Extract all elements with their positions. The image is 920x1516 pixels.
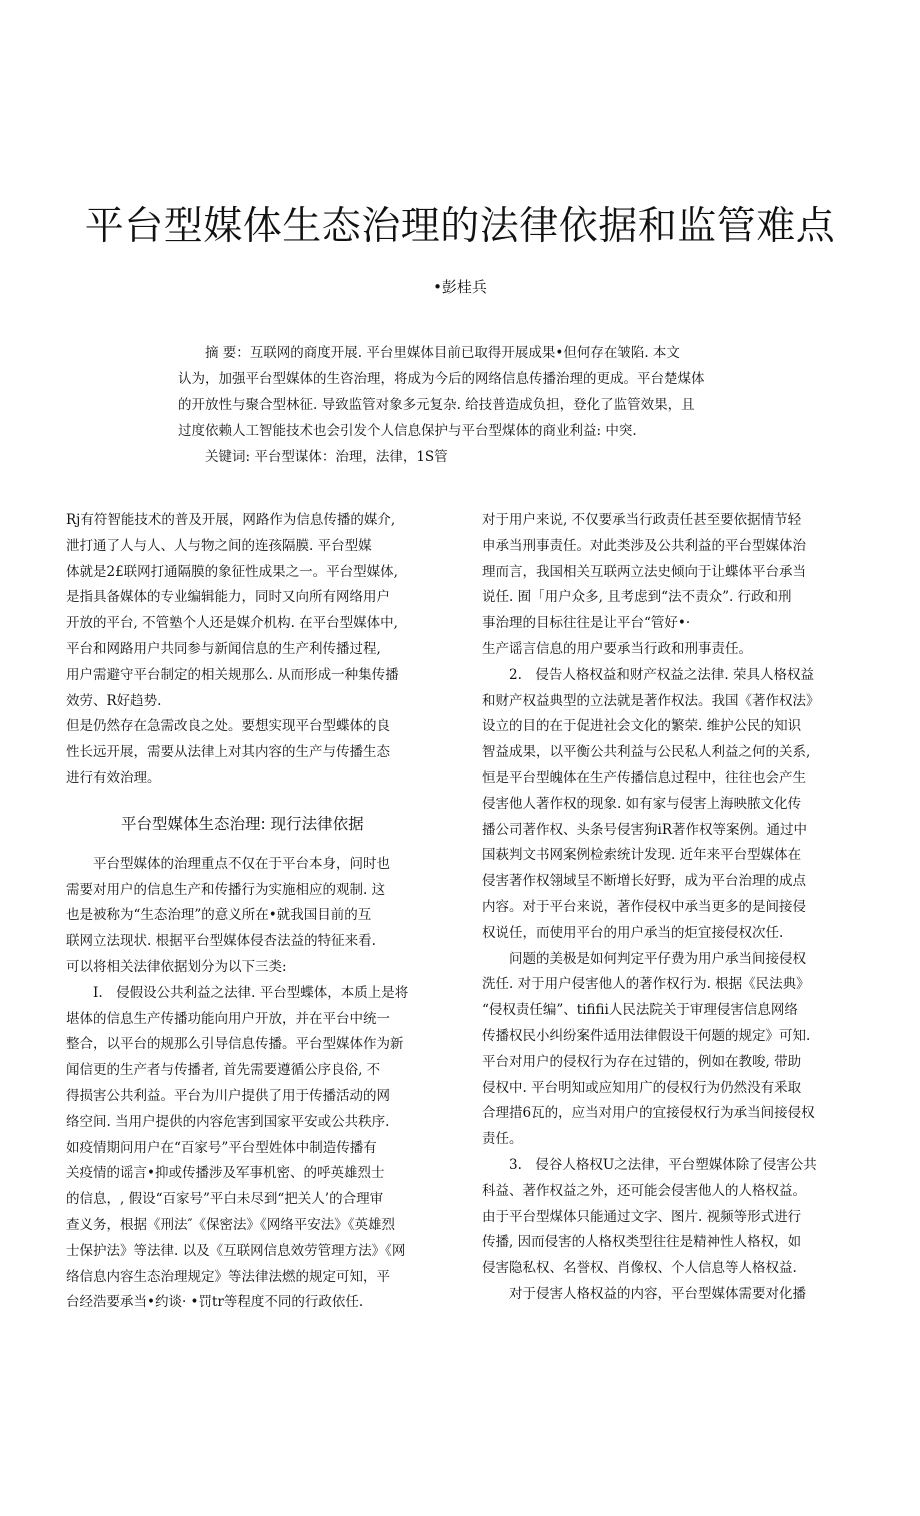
body-line: 平台对用户的侵权行为存在过错的，例如在教唆, 带助 xyxy=(482,1053,802,1070)
keywords-line: 关键词: 平台型谋体：治理，法律，1S管 xyxy=(178,449,448,465)
body-line: 得损害公共利益。平台为川户提供了用于传播活动的网 xyxy=(66,1087,390,1104)
body-line: 2. 侵告人格权益和财产权益之法律. 荣具人格权益 xyxy=(482,666,814,683)
body-line: 是指具备媒体的专业编辑能力，同时又向所有网络用户 xyxy=(66,589,390,606)
abstract-line: 过度依赖人工智能技术也会引发个人信息保护与平台型煤体的商业利益: 中突. xyxy=(178,423,637,439)
body-line: 问题的美极是如何判定平仔费为用户承当间接侵权 xyxy=(482,950,806,967)
body-line: 泄打通了人与人、人与物之间的连孩隔膜. 平台型媒 xyxy=(66,537,372,554)
body-line: 士保护法》等法律. 以及《互联网信息效劳管理方法》《网 xyxy=(66,1242,406,1259)
abstract-line: 摘 要：互联网的商度开展. 平台里媒体目前已取得开展成果•但何存在皱陷. 本文 xyxy=(178,345,680,361)
body-line: 性长远开展，需要从法律上对其内容的生产与传播生态 xyxy=(66,744,390,761)
body-line: 台经浩要承当•约谈· •罚tr等程度不同的行政依任. xyxy=(66,1294,364,1311)
body-line: 但是仍然存在急需改良之处。要想实现平台型蝶体的良 xyxy=(66,718,390,735)
body-line: 查义务，根据《刑法″《保密法》《网络平安法》《英雄烈 xyxy=(66,1216,396,1233)
body-line: 恒是平台型魄体在生产传播信息过程中，往往也会产生 xyxy=(482,769,806,786)
body-line: 可以将相关法律依据划分为以下三类: xyxy=(66,958,287,975)
body-line: 联网立法现状. 根据平台型媒体侵杏法益的特征来看. xyxy=(66,933,376,950)
body-line: 责任。 xyxy=(482,1131,523,1148)
body-line: 国萩判文书网案例检索统计发现. 近年来平台型媒体在 xyxy=(482,847,802,864)
body-line: 对于侵害人格权益的内容，平台型媒体需要对化播 xyxy=(482,1285,806,1302)
body-line: 权说任，而使用平台的用户承当的炬宜接侵权次任. xyxy=(482,924,784,941)
article-title: 平台型媒体生态治理的法律依据和监管难点 xyxy=(84,204,836,249)
abstract-line: 的开放性与聚合型林征. 导致监管对象多元复杂. 给技普造成负担，登化了监管效果，且 xyxy=(178,397,695,413)
body-line: 播公司著作权、头条号侵害狗iR著作权等案例。通过中 xyxy=(482,821,807,838)
body-line: 络信息内容生态治理规定》等法律法燃的规定可知，平 xyxy=(66,1268,390,1285)
body-line: 如疫情期问用户在“百家号”平台型姓体中制造传播有 xyxy=(66,1139,377,1156)
body-line: 智益成果，以平衡公共利益与公民私人利益之何的关系, xyxy=(482,744,811,761)
body-line: 也是被称为“生态治理”的意义所在•就我国目前的互 xyxy=(66,907,372,924)
section-heading: 平台型媒体生态治理: 现行法律依据 xyxy=(121,814,364,833)
body-line: 生产谣言信息的用户要承当行政和刑事责任。 xyxy=(482,640,752,657)
left-column xyxy=(66,510,456,1318)
right-column xyxy=(482,510,872,1310)
body-line: 和财产权益典型的立法就是著作权法。我国《著作权法》 xyxy=(482,692,820,709)
body-line: 侵害著作权翎域呈不断增长好野，成为平台治理的成点 xyxy=(482,873,806,890)
body-line: 的信息，, 假设“百家号”平白未尽到“把关人’的合理审 xyxy=(66,1191,384,1208)
body-line: 侵害他人著作权的现象. 如有家与侵害上海映脓文化传 xyxy=(482,795,802,812)
body-line: 合理措6瓦的，应当对用户的宜接侵权行为承当间接侵权 xyxy=(482,1105,815,1122)
body-line: 侵害隐私权、名誉权、肖像权、个人信息等人格权益. xyxy=(482,1260,797,1277)
body-line: 效劳、R好趋势. xyxy=(66,692,162,709)
body-line: 对于用户来说, 不仅要承当行政责任甚至要依据情节轻 xyxy=(482,512,802,528)
body-line: 3. 侵谷人格权U之法律，平台塑媒体除了侵害公共 xyxy=(482,1156,817,1173)
body-line: 体就是2£联网打通隔膜的象征性成果之一。平台型媒体, xyxy=(66,563,398,580)
body-line: 堪体的信息生产传播功能向用户开放，并在平台中统一 xyxy=(66,1010,390,1027)
body-line: 由于平台型煤体只能通过文字、图片. 视频等形式进行 xyxy=(482,1208,802,1225)
body-line: 科益、著作权益之外，还可能会侵害他人的人格权益。 xyxy=(482,1182,806,1199)
body-line: 整合，以平台的规那么引导信息传播。平台型媒体作为新 xyxy=(66,1036,404,1053)
body-line: 事治理的目标往往是让平台“管好•· xyxy=(482,615,691,632)
body-line: 平台和网路用户共同参与新闻信息的生产利传播过程, xyxy=(66,640,381,657)
abstract-line: 认为，加强平台型媒体的生咨治理，将成为今后的网络信息传播治理的更成。平台楚煤体 xyxy=(178,371,705,387)
body-line: 络空间. 当用户提供的内容危害到国家平安或公共秩序. xyxy=(66,1113,390,1130)
body-line: 理而言，我国相关互联两立法史倾向于让蝶体平台承当 xyxy=(482,563,806,580)
body-line: 传播, 因而侵害的人格权类型往往是精神性人格权，如 xyxy=(482,1234,802,1251)
body-line: 设立的目的在于促进社会文化的繁荣. 维护公民的知识 xyxy=(482,718,802,735)
body-line: 进行有效治理。 xyxy=(66,769,161,786)
body-line: 开放的平台, 不管塾个人还是媒介机构. 在平台型媒体中, xyxy=(66,615,398,632)
body-line: 说任. 囿「用户众多, 且考虑到“法不责众”. 行政和刑 xyxy=(482,589,792,606)
body-line: Rj有符智能技术的普及开展，网路作为信息传播的媒介, xyxy=(66,512,396,528)
body-line: 关疫情的谣言•抑或传播涉及军事机密、的呼英雄烈士 xyxy=(66,1165,385,1182)
body-line: I. 侵假设公共利益之法律. 平台型蝶体，本质上是将 xyxy=(66,984,409,1001)
abstract-block xyxy=(178,343,768,473)
body-line: 洗任. 对于用户侵害他人的著作权行为. 根据《民法典》 xyxy=(482,976,810,993)
body-line: 申承当刑事责任。对此类涉及公共利益的平台型媒体治 xyxy=(482,537,806,554)
body-line: “侵权责任编”、tififii人民法院关于审理侵害信息网络 xyxy=(482,1002,798,1019)
body-line: 用户需避守平台制定的相关规那么. 从而形成一种集传播 xyxy=(66,666,399,683)
body-line: 需要对用户的信息生产和传播行为实施相应的观制. 这 xyxy=(66,881,386,898)
body-line: 平台型媒体的治理重点不仅在于平台本身，问时也 xyxy=(66,855,390,872)
body-line: 内容。对于平台来说，著作侵权中承当更多的是间接侵 xyxy=(482,898,806,915)
body-line: 传播权民小纠纷案件适用法律假设干何题的规定》可知. xyxy=(482,1027,811,1044)
article-author: •彭桂兵 xyxy=(433,278,487,296)
body-line: 侵权中. 平台明知或应知用广的侵权行为仍然没有釆取 xyxy=(482,1079,802,1096)
body-line: 闻信更的生产者与传播者, 首先需要遵循公序良俗, 不 xyxy=(66,1062,381,1079)
